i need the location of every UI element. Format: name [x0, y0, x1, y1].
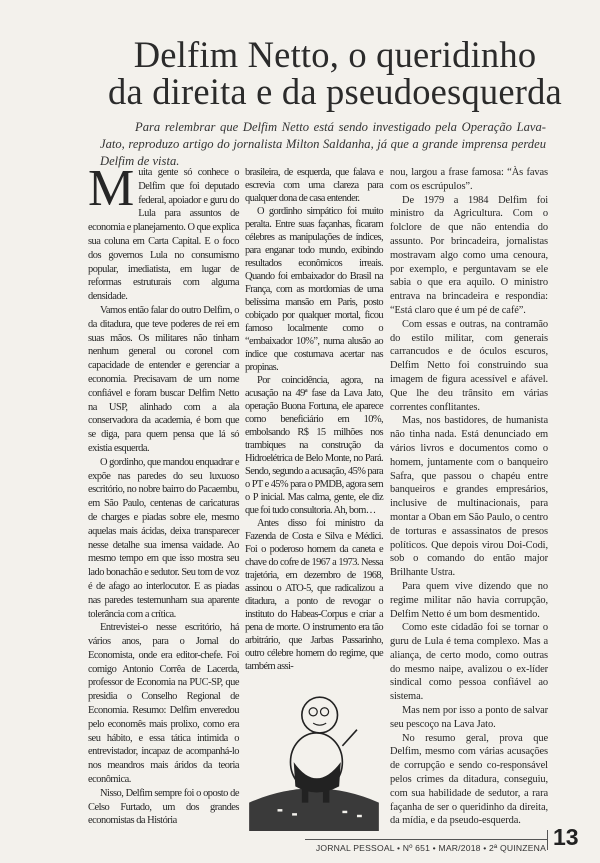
- article-title: [60, 36, 600, 110]
- article-subtitle: Para relembrar que Delfim Netto está sendo investigado pela Operação Lava-Jato, reproduzo artigo do jornalista Milton Saldanha, já que a grande imprensa perdeu Delfim de vista.: [100, 120, 546, 168]
- column-3: [390, 166, 548, 828]
- paragraph: Mas, nos bastidores, de humanista não tinha nada. Está denunciado em vários livros e documentos como o homem, juntamente com o banqueiro Safra, que passou o chapéu entre banqueiros e grandes empresários, inclusive de multinacionais, para montar a Oban em São Paulo, o centro de torturas e assassinatos de presos políticos. Que depois virou Doi-Codi, sob o comando do então major Brilhante Ustra.: [390, 415, 548, 579]
- paragraph: Antes disso foi ministro da Fazenda de Costa e Silva e Médici. Foi o poderoso homem da caneta e chave do cofre de 1967 a 1973. Nessa trajetória, em dezembro de 1968, assinou o ATO-5, que radicalizou a ditadura, a ponto de revogar o instituto do Habeas-Corpus e criar a pena de morte. O instrumento era tão arbitrário, que Jarbas Passarinho, outro célebre homem do regime, que também assi-: [245, 518, 383, 672]
- title-line-1: Delfim Netto, o queridinho: [133, 34, 537, 75]
- paragraph: Com essas e outras, na contramão do estilo militar, com generais carrancudos e de óculos escuros, Delfim Netto foi construindo sua imagem de figura acessível e afável. Que lhe deu trânsito em várias correntes conflitantes.: [390, 318, 548, 413]
- paragraph: O gordinho, que mandou enquadrar e expõe nas paredes do seu luxuoso escritório, no nobre bairro do Pacaembu, em São Paulo, centenas de caricaturas de charges e piadas sobre ele, mesmo aquelas mais ácidas, deixa transparecer nesse detalhe sua imensa vaidade. Ao mesmo tempo em que isso mostra seu lado bonachão e sedutor. Seu tom de voz é de afago ao interlocutor. E as piadas nas paredes testemunham sua aparente tolerância com a crítica.: [88, 456, 239, 620]
- paragraph: No resumo geral, prova que Delfim, mesmo com várias acusações de corrupção e sendo co-responsável pelos crimes da ditadura, conseguiu, com sua habilidade de sedutor, a rara façanha de ser o queridinho da direita, da mídia, e da pseudo-esquerda.: [390, 732, 548, 827]
- paragraph: Como este cidadão foi se tornar o guru de Lula é tema complexo. Mas a aliança, de certo modo, como outras do mesmo naipe, avalizou o ex-líder sindical como pessoa confiável ao sistema.: [390, 622, 548, 703]
- paragraph: Nisso, Delfim sempre foi o oposto de Celso Furtado, um dos grandes economistas da História: [88, 787, 239, 827]
- cartoon-arm: [342, 730, 357, 746]
- footer-publication: JORNAL PESSOAL • Nº 651 • MAR/2018 • 2ª QUINZENA: [315, 843, 546, 853]
- cartoon-bill: [292, 813, 297, 815]
- paragraph: Mas nem por isso a ponto de salvar seu pescoço na Lava Jato.: [390, 705, 548, 730]
- drop-cap: M: [88, 160, 135, 217]
- cartoon-bill: [278, 809, 283, 811]
- paragraph: Vamos então falar do outro Delfim, o da ditadura, que teve poderes de rei em suas mãos. Os militares não tinham nenhum general ou coronel com capacidade de entender e gerenciar a economia. Precisavam de um nome confiável e foram buscar Delfim Netto na USP, alinhado com a ala conservadora da academia, é bom que se diga, para quem pensa que lá só existia esquerda.: [88, 304, 239, 454]
- footer-rule: [305, 839, 548, 840]
- title-line-2: da direita e da pseudoesquerda: [108, 71, 562, 112]
- column-2: [245, 166, 383, 831]
- paragraph: Entrevistei-o nesse escritório, há vários anos, para o Jornal do Economista, onde era editor-chefe. Foi comigo Antonio Corrêa de Lacerda, professor de Economia na PUC-SP, que presidia o Conselho Regional de Economia. Resumo: Delfim enveredou pelo economês mais prolixo, como era seu hábito, e essa tática intimida o entrevistador, incapaz de acompanhá-lo nos meandros mais áridos da teoria econômica.: [88, 622, 239, 786]
- paragraph: De 1979 a 1984 Delfim foi ministro da Agricultura. Com o folclore de que não entendia do assunto. Por brincadeira, jornalistas mostravam algo como uma cenoura, por exemplo, e perguntavam se ele sabia o que era aquilo. O ministro entrava na brincadeira e respondia: “Está claro que é um pé de café”.: [390, 194, 548, 316]
- paragraph: nou, largou a frase famosa: “Às favas com os escrúpulos”.: [390, 167, 548, 192]
- column-1: [88, 160, 239, 828]
- cartoon-bill: [342, 811, 347, 813]
- page-number: 13: [553, 824, 579, 850]
- cartoon-bill: [357, 815, 362, 817]
- paragraph: brasileira, de esquerda, que falava e escrevia com uma clareza para qualquer dona de casa entender.: [245, 167, 383, 204]
- hill-ground: [249, 788, 379, 831]
- paragraph: O gordinho simpático foi muito peralta. Entre suas façanhas, ficaram célebres as manipulações de índices, para enganar todo mundo, exibindo resultados econômicos irreais. Quando foi embaixador do Brasil na França, com as mordomias de uma belíssima mansão em Paris, posto cobiçado por qualquer mortal, ficou famoso localmente como o “embaixador 10%”, numa alusão ao índice que costumava acertar nas propinas.: [245, 206, 383, 373]
- paragraph: Por coincidência, agora, na acusação na 49ª fase da Lava Jato, operação Buona Fortuna, ele aparece como beneficiário em 10%, embolsando R$ 15 milhões nos trambiques na construção da Hidroelétrica de Belo Monte, no Pará. Sendo, segundo a acusação, 45% para o PT e 45% para o PMDB, agora sem o P inicial. Mas calma, gente, ele diz que foi tudo consultoria. Ah, bom…: [245, 375, 383, 516]
- cartoon-head: [302, 697, 338, 733]
- caricature-illustration: [245, 681, 383, 831]
- cartoon-leg: [302, 788, 308, 803]
- footer-divider: [547, 830, 548, 850]
- paragraph: [88, 160, 239, 304]
- paragraph-text: uita gente só conhece o Delfim que foi deputado federal, apoiador e guru do Lula para assuntos de economia e planejamento. O que explica sua coluna em Carta Capital. E o foco dos governos Lula no consumismo popular, imediatista, em lugar de reformas estruturais com alguma densidade.: [88, 167, 239, 303]
- cartoon-leg: [323, 788, 329, 803]
- paragraph: Para quem vive dizendo que no regime militar não havia corrupção, Delfim Netto é um bom desmentido.: [390, 580, 548, 620]
